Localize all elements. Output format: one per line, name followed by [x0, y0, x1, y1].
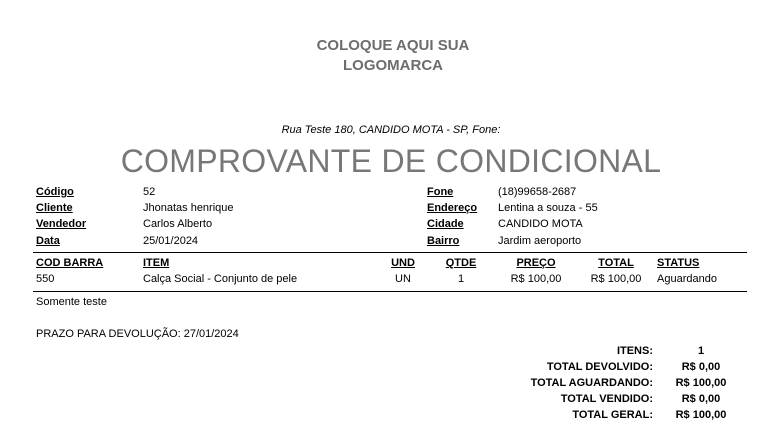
cell-cod-barra: 550: [36, 273, 55, 285]
endereco-label: Endereço: [427, 202, 478, 214]
cliente-label: Cliente: [36, 202, 73, 214]
logo-line-2: LOGOMARCA: [343, 57, 443, 74]
cell-item: Calça Social - Conjunto de pele: [143, 273, 298, 285]
bairro-label: Bairro: [427, 235, 460, 247]
header-cod-barra: COD BARRA: [36, 257, 104, 269]
summary-itens-value: 1: [697, 345, 705, 357]
summary-vendido-value: R$ 0,00: [681, 393, 721, 405]
header-und: UND: [391, 257, 415, 269]
summary-devolvido-value: R$ 0,00: [681, 361, 721, 373]
header-status: STATUS: [657, 257, 700, 269]
fone-label: Fone: [427, 186, 454, 198]
cell-status: Aguardando: [657, 273, 717, 285]
company-address: Rua Teste 180, CANDIDO MOTA - SP, Fone:: [281, 124, 501, 136]
cliente-value: Jhonatas henrique: [143, 202, 234, 214]
cell-total: R$ 100,00: [590, 273, 642, 285]
vendedor-value: Carlos Alberto: [143, 218, 213, 230]
header-item: ITEM: [143, 257, 170, 269]
summary-vendido-label: TOTAL VENDIDO:: [560, 393, 653, 405]
document-title: COMPROVANTE DE CONDICIONAL: [120, 143, 662, 179]
vendedor-label: Vendedor: [36, 218, 87, 230]
cell-und: UN: [395, 273, 411, 285]
cidade-label: Cidade: [427, 218, 464, 230]
summary-devolvido-label: TOTAL DEVOLVIDO:: [546, 361, 653, 373]
header-total: TOTAL: [598, 257, 634, 269]
header-preco: PREÇO: [516, 257, 556, 269]
divider-top: [33, 252, 747, 253]
header-qtde: QTDE: [445, 257, 477, 269]
summary-itens-label: ITENS:: [616, 345, 653, 357]
summary-aguardando-value: R$ 100,00: [675, 377, 727, 389]
fone-value: (18)99658-2687: [498, 186, 577, 198]
cell-preco: R$ 100,00: [510, 273, 562, 285]
summary-aguardando-label: TOTAL AGUARDANDO:: [530, 377, 653, 389]
observation-text: Somente teste: [36, 296, 107, 308]
summary-geral-label: TOTAL GERAL:: [572, 409, 653, 421]
return-deadline: PRAZO PARA DEVOLUÇÃO: 27/01/2024: [36, 328, 239, 340]
data-label: Data: [36, 235, 60, 247]
bairro-value: Jardim aeroporto: [498, 235, 582, 247]
logo-line-1: COLOQUE AQUI SUA: [316, 37, 470, 54]
summary-geral-value: R$ 100,00: [675, 409, 727, 421]
endereco-value: Lentina a souza - 55: [498, 202, 598, 214]
cell-qtde: 1: [457, 273, 465, 285]
data-value: 25/01/2024: [143, 235, 199, 247]
codigo-label: Código: [36, 186, 74, 198]
cidade-value: CANDIDO MOTA: [498, 218, 583, 230]
codigo-value: 52: [143, 186, 156, 198]
divider-bottom: [33, 291, 747, 292]
